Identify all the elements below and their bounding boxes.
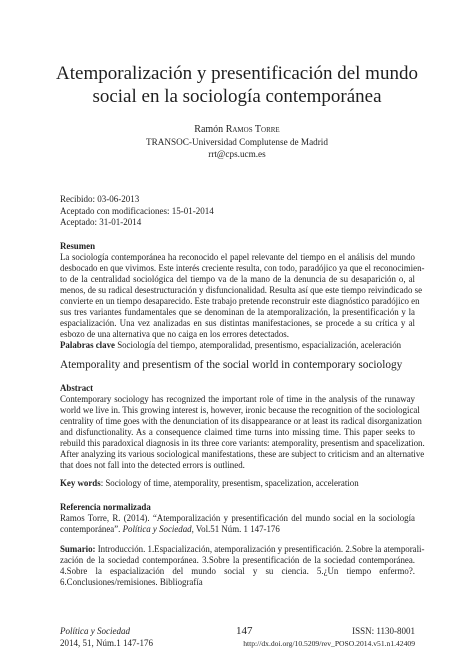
date-received: Recibido: 03-06-2013 <box>60 194 140 204</box>
resumen-line: to de la centralidad sociológica del tiempo va de la mano de la denuncia de su desaparición o, al <box>60 274 415 284</box>
abstract-line: rebuild this paradoxical diagnosis in its three core variants: atemporality, presentism and spacelization. <box>60 438 425 448</box>
resumen-line: espacialización. Una vez analizadas en sus distintas manifestaciones, se procede a su crítica y al <box>60 318 415 328</box>
key-words <box>60 478 415 489</box>
abstract-heading: Abstract <box>60 383 94 393</box>
sumario-label: Sumario: <box>60 544 96 554</box>
abstract-line: and disfunctionality. As a consequence claimed time turns into missing time. This paper seeks to <box>60 427 415 437</box>
english-title: Atemporality and presentism of the social world in contemporary sociology <box>60 359 403 371</box>
palabras-clave <box>60 340 415 351</box>
resumen-line: menos, de su radical desestructuración y disfuncionalidad. Resulta así que este tiempo reivindicado se <box>60 285 423 295</box>
palabras-clave-label: Palabras clave <box>60 340 115 350</box>
resumen-line: esbozo de una alternativa que no caiga en los errores detectados. <box>60 329 289 339</box>
author-first-name: Ramón <box>194 124 224 135</box>
date-accepted: Aceptado: 31-01-2014 <box>60 217 142 227</box>
author-block <box>40 124 434 160</box>
sumario-section <box>60 544 425 588</box>
author-email: rrt@cps.ucm.es <box>208 149 266 159</box>
footer-issn: ISSN: 1130-8001 <box>352 626 415 636</box>
footer-journal-info <box>60 626 153 649</box>
author-last-name: Ramos Torre <box>225 124 280 135</box>
footer-issue: 2014, 51, Núm.1 147-176 <box>60 637 153 648</box>
reference-suffix: Vol.51 Núm. 1 147-176 <box>193 524 280 534</box>
abstract-line: world we live in. This growing interest is, however, ironic because the recognition of the sociological <box>60 405 420 415</box>
title-line-1: Atemporalización y presentificación del mundo <box>56 63 418 84</box>
reference-line-2 <box>60 524 415 535</box>
sumario-line: zación de la sociedad contemporánea. 3.Sobre la presentificación de la sociedad contemporánea. <box>60 555 415 565</box>
reference-heading: Referencia normalizada <box>60 502 151 512</box>
resumen-section <box>60 241 425 351</box>
reference-prefix: contemporánea”. <box>60 524 123 534</box>
resumen-line: La sociología contemporánea ha reconocido el papel relevante del tiempo en el análisis del mundo <box>60 252 415 262</box>
abstract-line: Contemporary sociology has recognized the important role of time in the analysis of the runaway <box>60 394 415 404</box>
key-words-values: : Sociology of time, atemporality, presentism, spacelization, acceleration <box>100 478 359 488</box>
palabras-clave-values: Sociología del tiempo, atemporalidad, presentismo, espacialización, aceleración <box>117 340 402 350</box>
reference-journal: Política y Sociedad, <box>122 524 194 534</box>
submission-dates <box>60 194 214 229</box>
paper-title <box>40 62 434 108</box>
page-number: 147 <box>236 625 253 637</box>
date-accepted-modifications: Aceptado con modificaciones: 15-01-2014 <box>60 205 214 216</box>
footer-doi-link[interactable]: http://dx.doi.org/10.5209/rev_POSO.2014.v51.n1.42409 <box>243 638 415 648</box>
footer-identifiers <box>243 626 415 649</box>
reference-line-1: Ramos Torre, R. (2014). “Atemporalización y presentificación del mundo social en la sociología <box>60 513 415 523</box>
sumario-line: 6.Conclusiones/remisiones. Bibliografía <box>60 577 203 587</box>
title-line-2: social en la sociología contemporánea <box>92 86 382 107</box>
abstract-line: that does not fall into the detected errors is outlined. <box>60 460 245 470</box>
author-name <box>40 124 434 136</box>
resumen-line: sus tres variantes fundamentales que se denominan de la atemporalización, la presentificación y la <box>60 307 415 317</box>
abstract-section <box>60 383 425 471</box>
sumario-text: Introducción. 1.Espacialización, atemporalización y presentificación. 2.Sobre la atemporali- <box>95 544 425 554</box>
resumen-line: desbocado en que vivimos. Este interés creciente resulta, con todo, paradójico ya que el reconocimien- <box>60 263 425 273</box>
author-affiliation: TRANSOC-Universidad Complutense de Madrid <box>146 137 328 147</box>
footer-journal-name: Política y Sociedad <box>60 626 130 636</box>
abstract-line: centrality of time goes with the denunciation of its disappearance or at least its radical disorganization <box>60 416 422 426</box>
abstract-line: After analyzing its various sociological manifestations, these are subject to criticism and an alternative <box>60 449 425 459</box>
resumen-line: convierte en un tiempo desaparecido. Este trabajo pretende reconstruir este diagnóstico paradójico en <box>60 296 420 306</box>
reference-section <box>60 502 415 535</box>
key-words-label: Key words <box>60 478 101 488</box>
sumario-line <box>60 544 425 555</box>
resumen-heading: Resumen <box>60 241 96 251</box>
sumario-line: 4.Sobre la espacialización del mundo social y su ciencia. 5.¿Un tiempo enfermo?. <box>60 566 415 576</box>
